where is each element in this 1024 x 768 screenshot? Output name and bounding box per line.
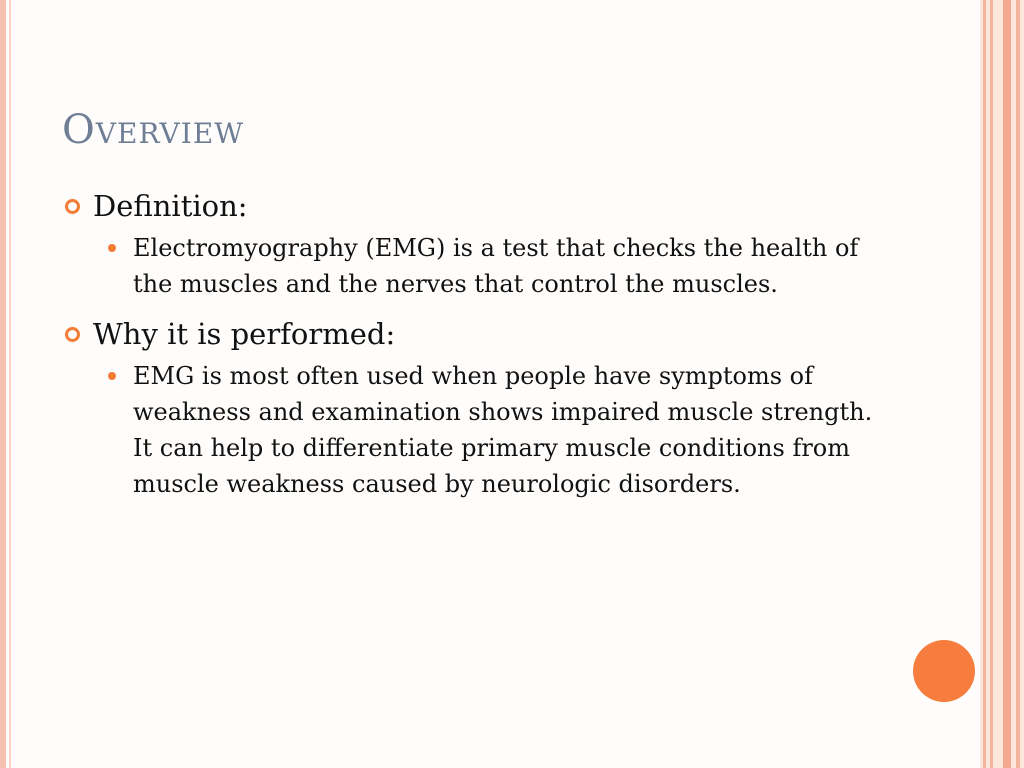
right-stripe-2	[990, 0, 993, 768]
list-item	[133, 230, 883, 302]
left-decorative-stripe	[0, 0, 6, 768]
bullet-text: EMG is most often used when people have symptoms of weakness and examination shows impaired muscle strength. It can help to differentiate primary muscle conditions from muscle weakness caused by neurologic disorders.	[133, 362, 873, 498]
right-stripe-4	[1016, 0, 1020, 768]
section-heading: Why it is performed:	[93, 317, 396, 351]
section-definition	[62, 184, 892, 228]
list-item	[133, 358, 883, 502]
section-why-performed	[62, 312, 892, 356]
dot-bullet-icon	[108, 372, 116, 380]
ring-bullet-icon	[65, 327, 80, 342]
orange-circle-decoration	[913, 640, 975, 702]
slide-title: Overview	[62, 107, 245, 153]
section-heading: Definition:	[93, 189, 248, 223]
right-stripe-3	[1003, 0, 1011, 768]
right-stripe-1	[983, 0, 986, 768]
bullet-text: Electromyography (EMG) is a test that checks the health of the muscles and the nerves that control the muscles.	[133, 234, 859, 298]
ring-bullet-icon	[65, 199, 80, 214]
left-decorative-line	[9, 0, 11, 768]
dot-bullet-icon	[108, 244, 116, 252]
slide-content	[62, 184, 892, 502]
